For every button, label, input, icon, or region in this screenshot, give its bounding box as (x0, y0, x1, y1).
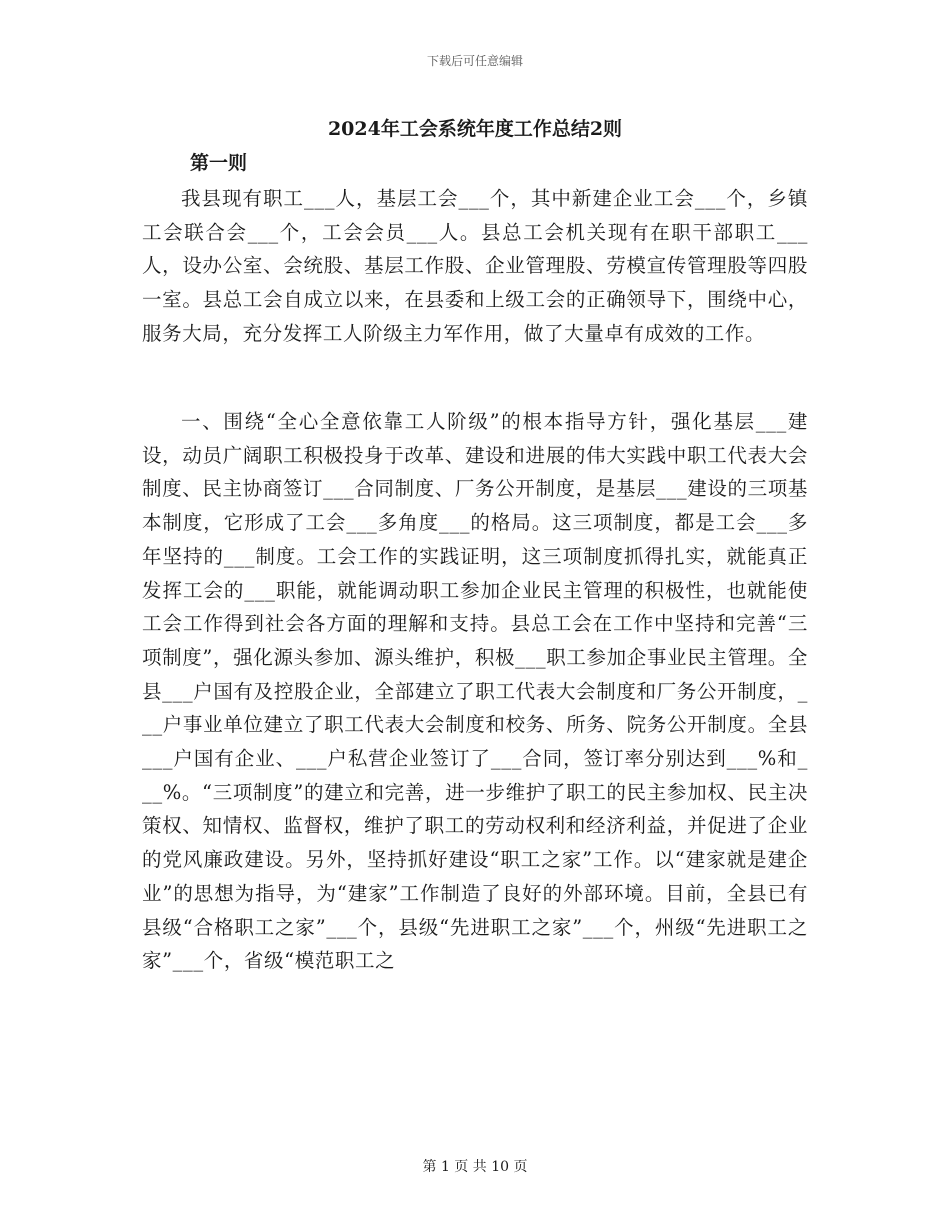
header-note: 下载后可任意编辑 (426, 54, 523, 68)
body-paragraph-block-2 (142, 405, 808, 978)
section-heading: 第一则 (190, 152, 248, 174)
document-title: 2024年工会系统年度工作总结2则 (327, 118, 623, 140)
body-paragraph-block-1 (142, 182, 808, 351)
body-paragraph: 一、围绕“全心全意依靠工人阶级”的根本指导方针，强化基层___建设，动员广阔职工积极投身于改革、建设和进展的伟大实践中职工代表大会制度、民主协商签订___合同制度、厂务公开制度，是基层___建设的三项基本制度，它形成了工会___多角度___的格局。这三项制度，都是工会___多年坚持的___制度。工会工作的实践证明，这三项制度抓得扎实，就能真正发挥工会的___职能，就能调动职工参加企业民主管理的积极性，也就能使工会工作得到社会各方面的理解和支持。县总工会在工作中坚持和完善“三项制度”，强化源头参加、源头维护，积极___职工参加企事业民主管理。全县___户国有及控股企业，全部建立了职工代表大会制度和厂务公开制度，___户事业单位建立了职工代表大会制度和校务、所务、院务公开制度。全县___户国有企业、___户私营企业签订了___合同，签订率分别达到___%和___%。“三项制度”的建立和完善，进一步维护了职工的民主参加权、民主决策权、知情权、监督权，维护了职工的劳动权利和经济利益，并促进了企业的党风廉政建设。另外，坚持抓好建设“职工之家”工作。以“建家就是建企业”的思想为指导，为“建家”工作制造了良好的外部环境。目前，全县已有县级“合格职工之家”___个，县级“先进职工之家”___个，州级“先进职工之家”___个，省级“模范职工之 (142, 410, 808, 973)
body-paragraph: 我县现有职工___人，基层工会___个，其中新建企业工会___个，乡镇工会联合会___个，工会会员___人。县总工会机关现有在职干部职工___人，设办公室、会统股、基层工作股、企业管理股、劳模宣传管理股等四股一室。县总工会自成立以来，在县委和上级工会的正确领导下，围绕中心，服务大局，充分发挥工人阶级主力军作用，做了大量卓有成效的工作。 (142, 187, 808, 345)
page-footer: 第 1 页 共 10 页 (422, 1159, 528, 1175)
